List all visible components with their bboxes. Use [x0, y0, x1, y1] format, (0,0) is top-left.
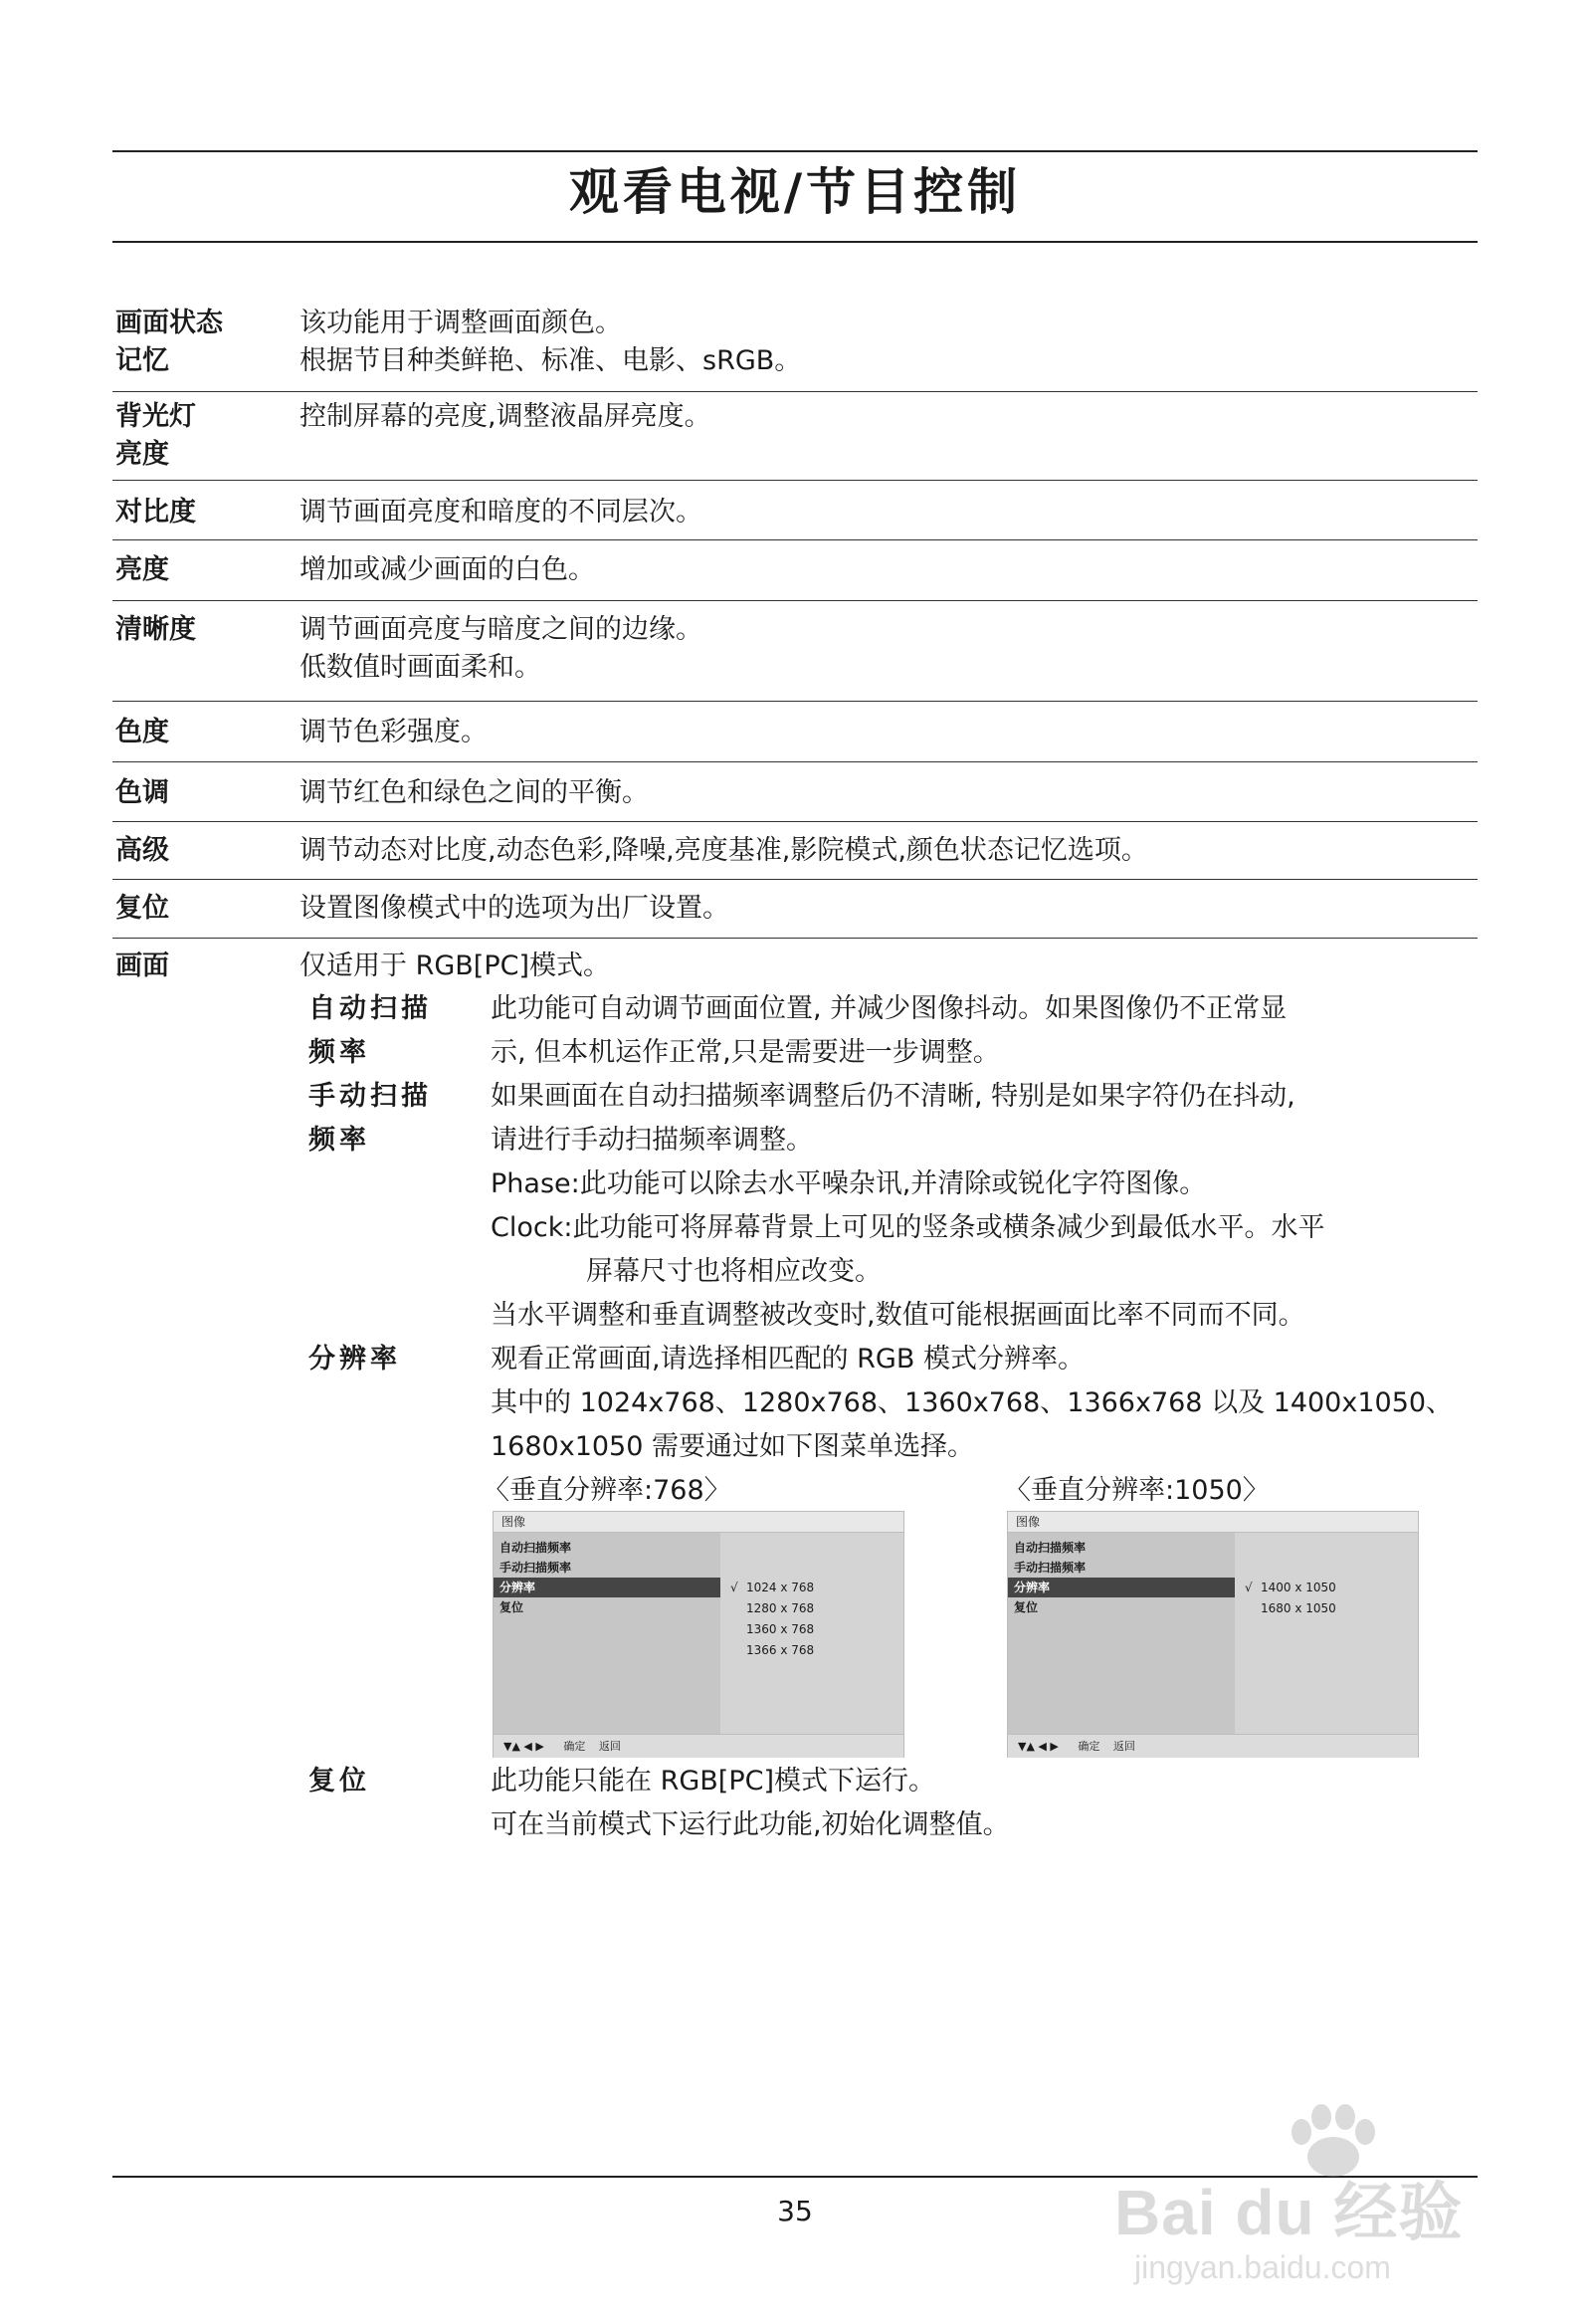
row-desc: 该功能用于调整画面颜色。 根据节目种类鲜艳、标准、电影、sRGB。	[299, 308, 802, 376]
row-desc: 调节动态对比度,动态色彩,降噪,亮度基准,影院模式,颜色状态记忆选项。	[299, 835, 1148, 866]
option-1280x768[interactable]: 1280 x 768	[746, 1601, 815, 1615]
top-rule	[112, 150, 1478, 152]
row-label: 画面状态 记忆	[115, 308, 223, 376]
menu-items	[494, 1533, 720, 1734]
check-icon: √	[1245, 1581, 1253, 1594]
menu-title: 图像	[494, 1512, 903, 1533]
option-1360x768[interactable]: 1360 x 768	[746, 1622, 815, 1636]
row-picture	[112, 948, 1478, 1843]
row-label: 色调	[115, 777, 169, 808]
menu-item-auto-scan[interactable]: 自动扫描频率	[1014, 1541, 1087, 1555]
row-label: 背光灯 亮度	[115, 401, 196, 470]
check-icon: √	[730, 1581, 738, 1594]
menu-item-manual-scan[interactable]: 手动扫描频率	[499, 1561, 572, 1575]
auto-scan-label: 自动扫描 频率	[308, 993, 432, 1068]
nav-arrows-icon: ▼▲ ◀ ▶	[1018, 1740, 1059, 1753]
row-divider	[112, 761, 1478, 762]
row-label: 色度	[115, 717, 169, 747]
nav-arrows-icon: ▼▲ ◀ ▶	[503, 1740, 544, 1753]
menu-options	[1235, 1533, 1418, 1734]
picture-reset-label: 复位	[308, 1766, 370, 1796]
row-divider	[112, 701, 1478, 702]
option-1400x1050[interactable]: √ 1400 x 1050	[1245, 1578, 1336, 1597]
osd-menu-1050	[1007, 1511, 1419, 1758]
row-divider	[112, 391, 1478, 392]
row-label: 对比度	[115, 497, 196, 528]
resolution-label: 分辨率	[308, 1344, 401, 1374]
menu-item-auto-scan[interactable]: 自动扫描频率	[499, 1541, 572, 1555]
baidu-watermark	[1114, 2102, 1512, 2301]
back-hint: 返回	[1112, 1740, 1135, 1753]
row-divider	[112, 539, 1478, 540]
title-rule	[112, 241, 1478, 243]
row-divider	[112, 821, 1478, 822]
menu-item-resolution[interactable]: 分辨率	[494, 1578, 720, 1597]
row-label: 亮度	[115, 554, 169, 585]
option-1680x1050[interactable]: 1680 x 1050	[1261, 1601, 1336, 1615]
row-divider	[112, 938, 1478, 939]
row-desc: 增加或减少画面的白色。	[299, 554, 595, 585]
picture-reset-text: 此功能只能在 RGB[PC]模式下运行。 可在当前模式下运行此功能,初始化调整值。	[491, 1766, 1010, 1840]
option-1366x768[interactable]: 1366 x 768	[746, 1643, 815, 1657]
row-divider	[112, 879, 1478, 880]
menu-items	[1008, 1533, 1235, 1734]
page-title: 观看电视/节目控制	[568, 163, 1022, 221]
caption-768: 〈垂直分辨率:768〉	[483, 1475, 731, 1506]
menu-item-reset[interactable]: 复位	[1014, 1600, 1039, 1614]
caption-1050: 〈垂直分辨率:1050〉	[1004, 1475, 1270, 1506]
menu-options	[720, 1533, 903, 1734]
auto-scan-text: 此功能可自动调节画面位置, 并减少图像抖动。如果图像仍不正常显 示, 但本机运作正常,只是需要进一步调整。	[491, 993, 1288, 1068]
back-hint: 返回	[598, 1740, 621, 1753]
row-desc: 调节色彩强度。	[299, 717, 488, 747]
manual-scan-text: 如果画面在自动扫描频率调整后仍不清晰, 特别是如果字符仍在抖动, 请进行手动扫描频率调整。 Phase:此功能可以除去水平噪杂讯,并清除或锐化字符图像。 Clock:此功能可将屏幕背景上可见的竖条或横条减少到最低水平。水平 屏幕尺寸也将相应改变。 当水平调整和垂直调整被改变时,数值可能根据画面比率不同而不同。	[491, 1081, 1325, 1331]
page-number: 35	[777, 2195, 813, 2227]
row-label: 清晰度	[115, 614, 196, 645]
option-1024x768[interactable]: √ 1024 x 768	[730, 1578, 814, 1597]
row-desc: 调节画面亮度和暗度的不同层次。	[299, 497, 702, 528]
resolution-text: 观看正常画面,请选择相匹配的 RGB 模式分辨率。 其中的 1024x768、1280x768、1360x768、1366x768 以及 1400x1050、 1680x1050 需要通过如下图菜单选择。	[491, 1344, 1454, 1462]
row-desc: 调节红色和绿色之间的平衡。	[299, 777, 649, 808]
row-desc: 调节画面亮度与暗度之间的边缘。 低数值时画面柔和。	[299, 614, 702, 683]
row-label: 画面	[115, 951, 169, 981]
menu-title: 图像	[1008, 1512, 1418, 1533]
ok-hint: 确定	[563, 1740, 586, 1753]
row-label: 复位	[115, 893, 169, 924]
osd-menu-768	[493, 1511, 904, 1758]
menu-footer	[494, 1734, 903, 1758]
menu-item-reset[interactable]: 复位	[499, 1600, 524, 1614]
picture-intro: 仅适用于 RGB[PC]模式。	[299, 951, 610, 981]
row-label: 高级	[115, 835, 169, 866]
row-divider	[112, 480, 1478, 481]
menu-item-resolution[interactable]: 分辨率	[1008, 1578, 1235, 1597]
manual-scan-label: 手动扫描 频率	[308, 1081, 432, 1156]
menu-footer	[1008, 1734, 1418, 1758]
menu-item-manual-scan[interactable]: 手动扫描频率	[1014, 1561, 1087, 1575]
row-desc: 设置图像模式中的选项为出厂设置。	[299, 893, 729, 924]
watermark-brand: Bai du 经验	[1114, 2177, 1464, 2248]
row-desc: 控制屏幕的亮度,调整液晶屏亮度。	[299, 401, 711, 432]
ok-hint: 确定	[1078, 1740, 1100, 1753]
row-divider	[112, 600, 1478, 601]
watermark-url: jingyan.baidu.com	[1134, 2249, 1391, 2285]
